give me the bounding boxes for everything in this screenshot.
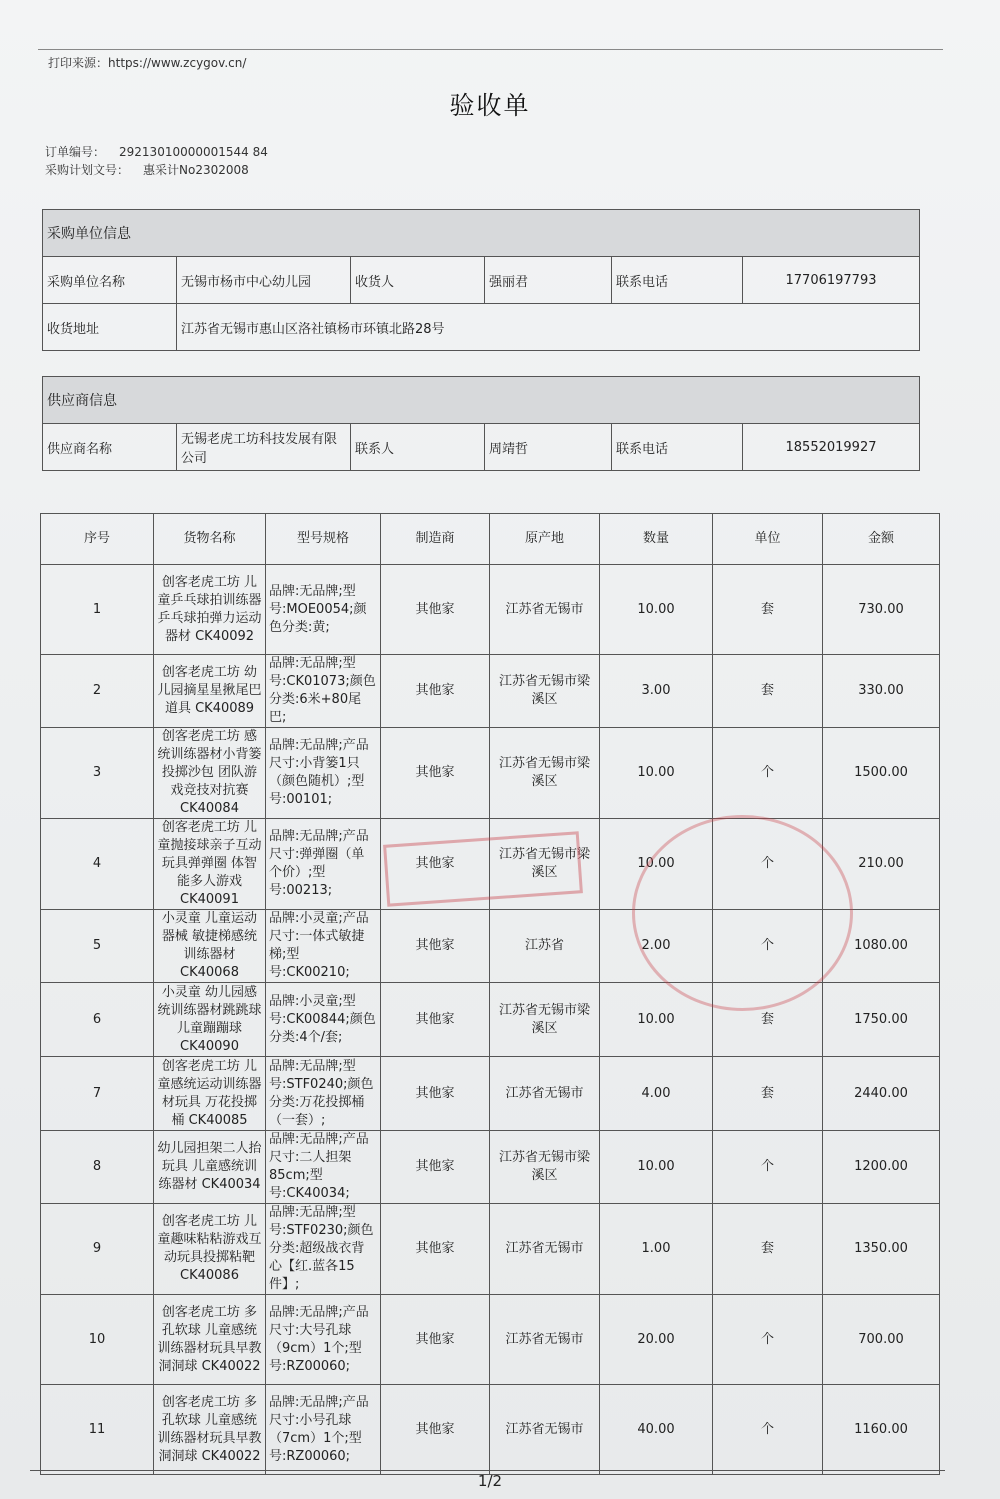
- plan-number: [45, 161, 249, 178]
- round-seal-stamp: [632, 815, 853, 1011]
- cell-name: 小灵童 幼儿园感统训练器材跳跳球 儿童蹦蹦球 CK40090: [154, 983, 266, 1057]
- cell-amount: 330.00: [823, 655, 940, 728]
- cell-origin: 江苏省无锡市梁溪区: [490, 728, 600, 819]
- col-header: 序号: [41, 514, 154, 565]
- cell-spec: 品牌:无品牌;型号:STF0240;颜色分类:万花投掷桶（一套）;: [266, 1057, 381, 1131]
- cell-no: 10: [41, 1295, 154, 1385]
- col-header: 金额: [823, 514, 940, 565]
- top-rule: [38, 49, 943, 50]
- address-label: 收货地址: [43, 304, 177, 351]
- cell-qty: 10.00: [600, 565, 713, 655]
- cell-name: 创客老虎工坊 儿童感统运动训练器材玩具 万花投掷桶 CK40085: [154, 1057, 266, 1131]
- buyer-section-title: 采购单位信息: [43, 210, 920, 257]
- cell-no: 3: [41, 728, 154, 819]
- cell-qty: 1.00: [600, 1204, 713, 1295]
- cell-amount: 1160.00: [823, 1385, 940, 1475]
- cell-maker: 其他家: [381, 1295, 490, 1385]
- cell-origin: 江苏省无锡市梁溪区: [490, 1131, 600, 1204]
- cell-name: 创客老虎工坊 感统训练器材小背篓投掷沙包 团队游戏竞技对抗赛 CK40084: [154, 728, 266, 819]
- cell-amount: 1350.00: [823, 1204, 940, 1295]
- cell-no: 2: [41, 655, 154, 728]
- cell-qty: 10.00: [600, 1131, 713, 1204]
- page-title: 验收单: [449, 91, 531, 120]
- cell-no: 7: [41, 1057, 154, 1131]
- delivery-address: 江苏省无锡市惠山区洛社镇杨市环镇北路28号: [177, 304, 920, 351]
- cell-qty: 2.00: [600, 910, 713, 983]
- cell-no: 4: [41, 819, 154, 910]
- cell-spec: 品牌:无品牌;型号:MOE0054;颜色分类:黄;: [266, 565, 381, 655]
- table-row: [41, 655, 940, 728]
- cell-no: 11: [41, 1385, 154, 1475]
- cell-maker: 其他家: [381, 728, 490, 819]
- contact-label: 联系人: [351, 424, 485, 471]
- supplier-phone: 18552019927: [743, 424, 920, 471]
- contact-name: 周靖哲: [485, 424, 612, 471]
- cell-no: 1: [41, 565, 154, 655]
- cell-unit: 套: [713, 565, 823, 655]
- buyer-name: 无锡市杨市中心幼儿园: [177, 257, 351, 304]
- order-number: [45, 143, 268, 160]
- cell-maker: 其他家: [381, 1204, 490, 1295]
- buyer-phone: 17706197793: [743, 257, 920, 304]
- cell-unit: 套: [713, 983, 823, 1057]
- supplier-phone-label: 联系电话: [612, 424, 743, 471]
- cell-unit: 套: [713, 1057, 823, 1131]
- cell-unit: 个: [713, 819, 823, 910]
- table-row: [41, 1385, 940, 1475]
- cell-qty: 40.00: [600, 1385, 713, 1475]
- cell-spec: 品牌:无品牌;产品尺寸:小背篓1只（颜色随机）;型号:00101;: [266, 728, 381, 819]
- cell-unit: 个: [713, 1295, 823, 1385]
- table-row: [41, 565, 940, 655]
- items-header-row: [41, 514, 940, 565]
- cell-spec: 品牌:小灵童;型号:CK00844;颜色分类:4个/套;: [266, 983, 381, 1057]
- cell-name: 创客老虎工坊 多孔软球 儿童感统训练器材玩具早教洞洞球 CK40022: [154, 1385, 266, 1475]
- cell-name: 创客老虎工坊 儿童乒乓球拍训练器 乒乓球拍弹力运动器材 CK40092: [154, 565, 266, 655]
- cell-no: 9: [41, 1204, 154, 1295]
- table-row: [41, 1057, 940, 1131]
- cell-amount: 1750.00: [823, 983, 940, 1057]
- cell-name: 创客老虎工坊 多孔软球 儿童感统训练器材玩具早教洞洞球 CK40022: [154, 1295, 266, 1385]
- table-row: [41, 1295, 940, 1385]
- print-source-label: 打印来源：: [48, 56, 109, 70]
- cell-maker: 其他家: [381, 655, 490, 728]
- cell-origin: 江苏省无锡市: [490, 1204, 600, 1295]
- col-header: 数量: [600, 514, 713, 565]
- cell-spec: 品牌:无品牌;产品尺寸:大号孔球（9cm）1个;型号:RZ00060;: [266, 1295, 381, 1385]
- cell-spec: 品牌:无品牌;产品尺寸:小号孔球（7cm）1个;型号:RZ00060;: [266, 1385, 381, 1475]
- cell-qty: 10.00: [600, 983, 713, 1057]
- table-row: [41, 728, 940, 819]
- cell-origin: 江苏省无锡市: [490, 1295, 600, 1385]
- supplier-section-title: 供应商信息: [43, 377, 920, 424]
- print-source-url: https://www.zcygov.cn/: [108, 56, 247, 70]
- col-header: 货物名称: [154, 514, 266, 565]
- supplier-name: 无锡老虎工坊科技发展有限公司: [177, 424, 351, 471]
- cell-maker: 其他家: [381, 819, 490, 910]
- cell-spec: 品牌:无品牌;产品尺寸:弹弹圈（单个价）;型号:00213;: [266, 819, 381, 910]
- cell-maker: 其他家: [381, 1131, 490, 1204]
- cell-spec: 品牌:无品牌;产品尺寸:二人担架85cm;型号:CK40034;: [266, 1131, 381, 1204]
- order-number-label: 订单编号：: [45, 145, 106, 159]
- plan-number-value: 惠采计No2302008: [143, 163, 249, 177]
- cell-no: 5: [41, 910, 154, 983]
- bottom-rule: [30, 1470, 945, 1471]
- cell-origin: 江苏省无锡市: [490, 1057, 600, 1131]
- col-header: 原产地: [490, 514, 600, 565]
- table-row: [41, 1204, 940, 1295]
- col-header: 制造商: [381, 514, 490, 565]
- cell-name: 幼儿园担架二人抬玩具 儿童感统训练器材 CK40034: [154, 1131, 266, 1204]
- cell-amount: 1200.00: [823, 1131, 940, 1204]
- cell-origin: 江苏省无锡市梁溪区: [490, 819, 600, 910]
- items-table: [40, 513, 940, 1475]
- cell-unit: 套: [713, 1204, 823, 1295]
- cell-maker: 其他家: [381, 565, 490, 655]
- cell-maker: 其他家: [381, 1385, 490, 1475]
- cell-maker: 其他家: [381, 983, 490, 1057]
- cell-name: 小灵童 儿童运动器械 敏捷梯感统训练器材 CK40068: [154, 910, 266, 983]
- cell-amount: 1500.00: [823, 728, 940, 819]
- table-row: [41, 1131, 940, 1204]
- cell-unit: 个: [713, 910, 823, 983]
- print-source: [48, 54, 246, 71]
- cell-origin: 江苏省无锡市梁溪区: [490, 655, 600, 728]
- cell-name: 创客老虎工坊 儿童抛接球亲子互动玩具弹弹圈 体智能多人游戏 CK40091: [154, 819, 266, 910]
- col-header: 单位: [713, 514, 823, 565]
- cell-amount: 700.00: [823, 1295, 940, 1385]
- cell-origin: 江苏省无锡市: [490, 565, 600, 655]
- cell-spec: 品牌:小灵童;产品尺寸:一体式敏捷梯;型号:CK00210;: [266, 910, 381, 983]
- page-number: 1/2: [477, 1472, 503, 1490]
- receiver-label: 收货人: [351, 257, 485, 304]
- cell-qty: 4.00: [600, 1057, 713, 1131]
- buyer-phone-label: 联系电话: [612, 257, 743, 304]
- cell-maker: 其他家: [381, 910, 490, 983]
- buyer-info-table: [42, 209, 920, 351]
- cell-amount: 1080.00: [823, 910, 940, 983]
- cell-unit: 个: [713, 728, 823, 819]
- receiver-name: 强丽君: [485, 257, 612, 304]
- cell-qty: 10.00: [600, 819, 713, 910]
- plan-number-label: 采购计划文号：: [45, 163, 130, 177]
- cell-origin: 江苏省: [490, 910, 600, 983]
- order-number-value: 29213010000001544 84: [119, 145, 268, 159]
- cell-qty: 3.00: [600, 655, 713, 728]
- cell-name: 创客老虎工坊 儿童趣味粘粘游戏互动玩具投掷粘靶 CK40086: [154, 1204, 266, 1295]
- buyer-name-label: 采购单位名称: [43, 257, 177, 304]
- cell-origin: 江苏省无锡市梁溪区: [490, 983, 600, 1057]
- cell-maker: 其他家: [381, 1057, 490, 1131]
- cell-unit: 套: [713, 655, 823, 728]
- cell-unit: 个: [713, 1385, 823, 1475]
- supplier-info-table: [42, 376, 920, 471]
- cell-amount: 210.00: [823, 819, 940, 910]
- supplier-name-label: 供应商名称: [43, 424, 177, 471]
- cell-unit: 个: [713, 1131, 823, 1204]
- cell-name: 创客老虎工坊 幼儿园摘星星揪尾巴道具 CK40089: [154, 655, 266, 728]
- cell-spec: 品牌:无品牌;型号:CK01073;颜色分类:6米+80尾巴;: [266, 655, 381, 728]
- cell-spec: 品牌:无品牌;型号:STF0230;颜色分类:超级战衣背心【红.蓝各15件】;: [266, 1204, 381, 1295]
- cell-amount: 2440.00: [823, 1057, 940, 1131]
- col-header: 型号规格: [266, 514, 381, 565]
- cell-qty: 10.00: [600, 728, 713, 819]
- cell-qty: 20.00: [600, 1295, 713, 1385]
- cell-no: 6: [41, 983, 154, 1057]
- cell-amount: 730.00: [823, 565, 940, 655]
- cell-origin: 江苏省无锡市: [490, 1385, 600, 1475]
- cell-no: 8: [41, 1131, 154, 1204]
